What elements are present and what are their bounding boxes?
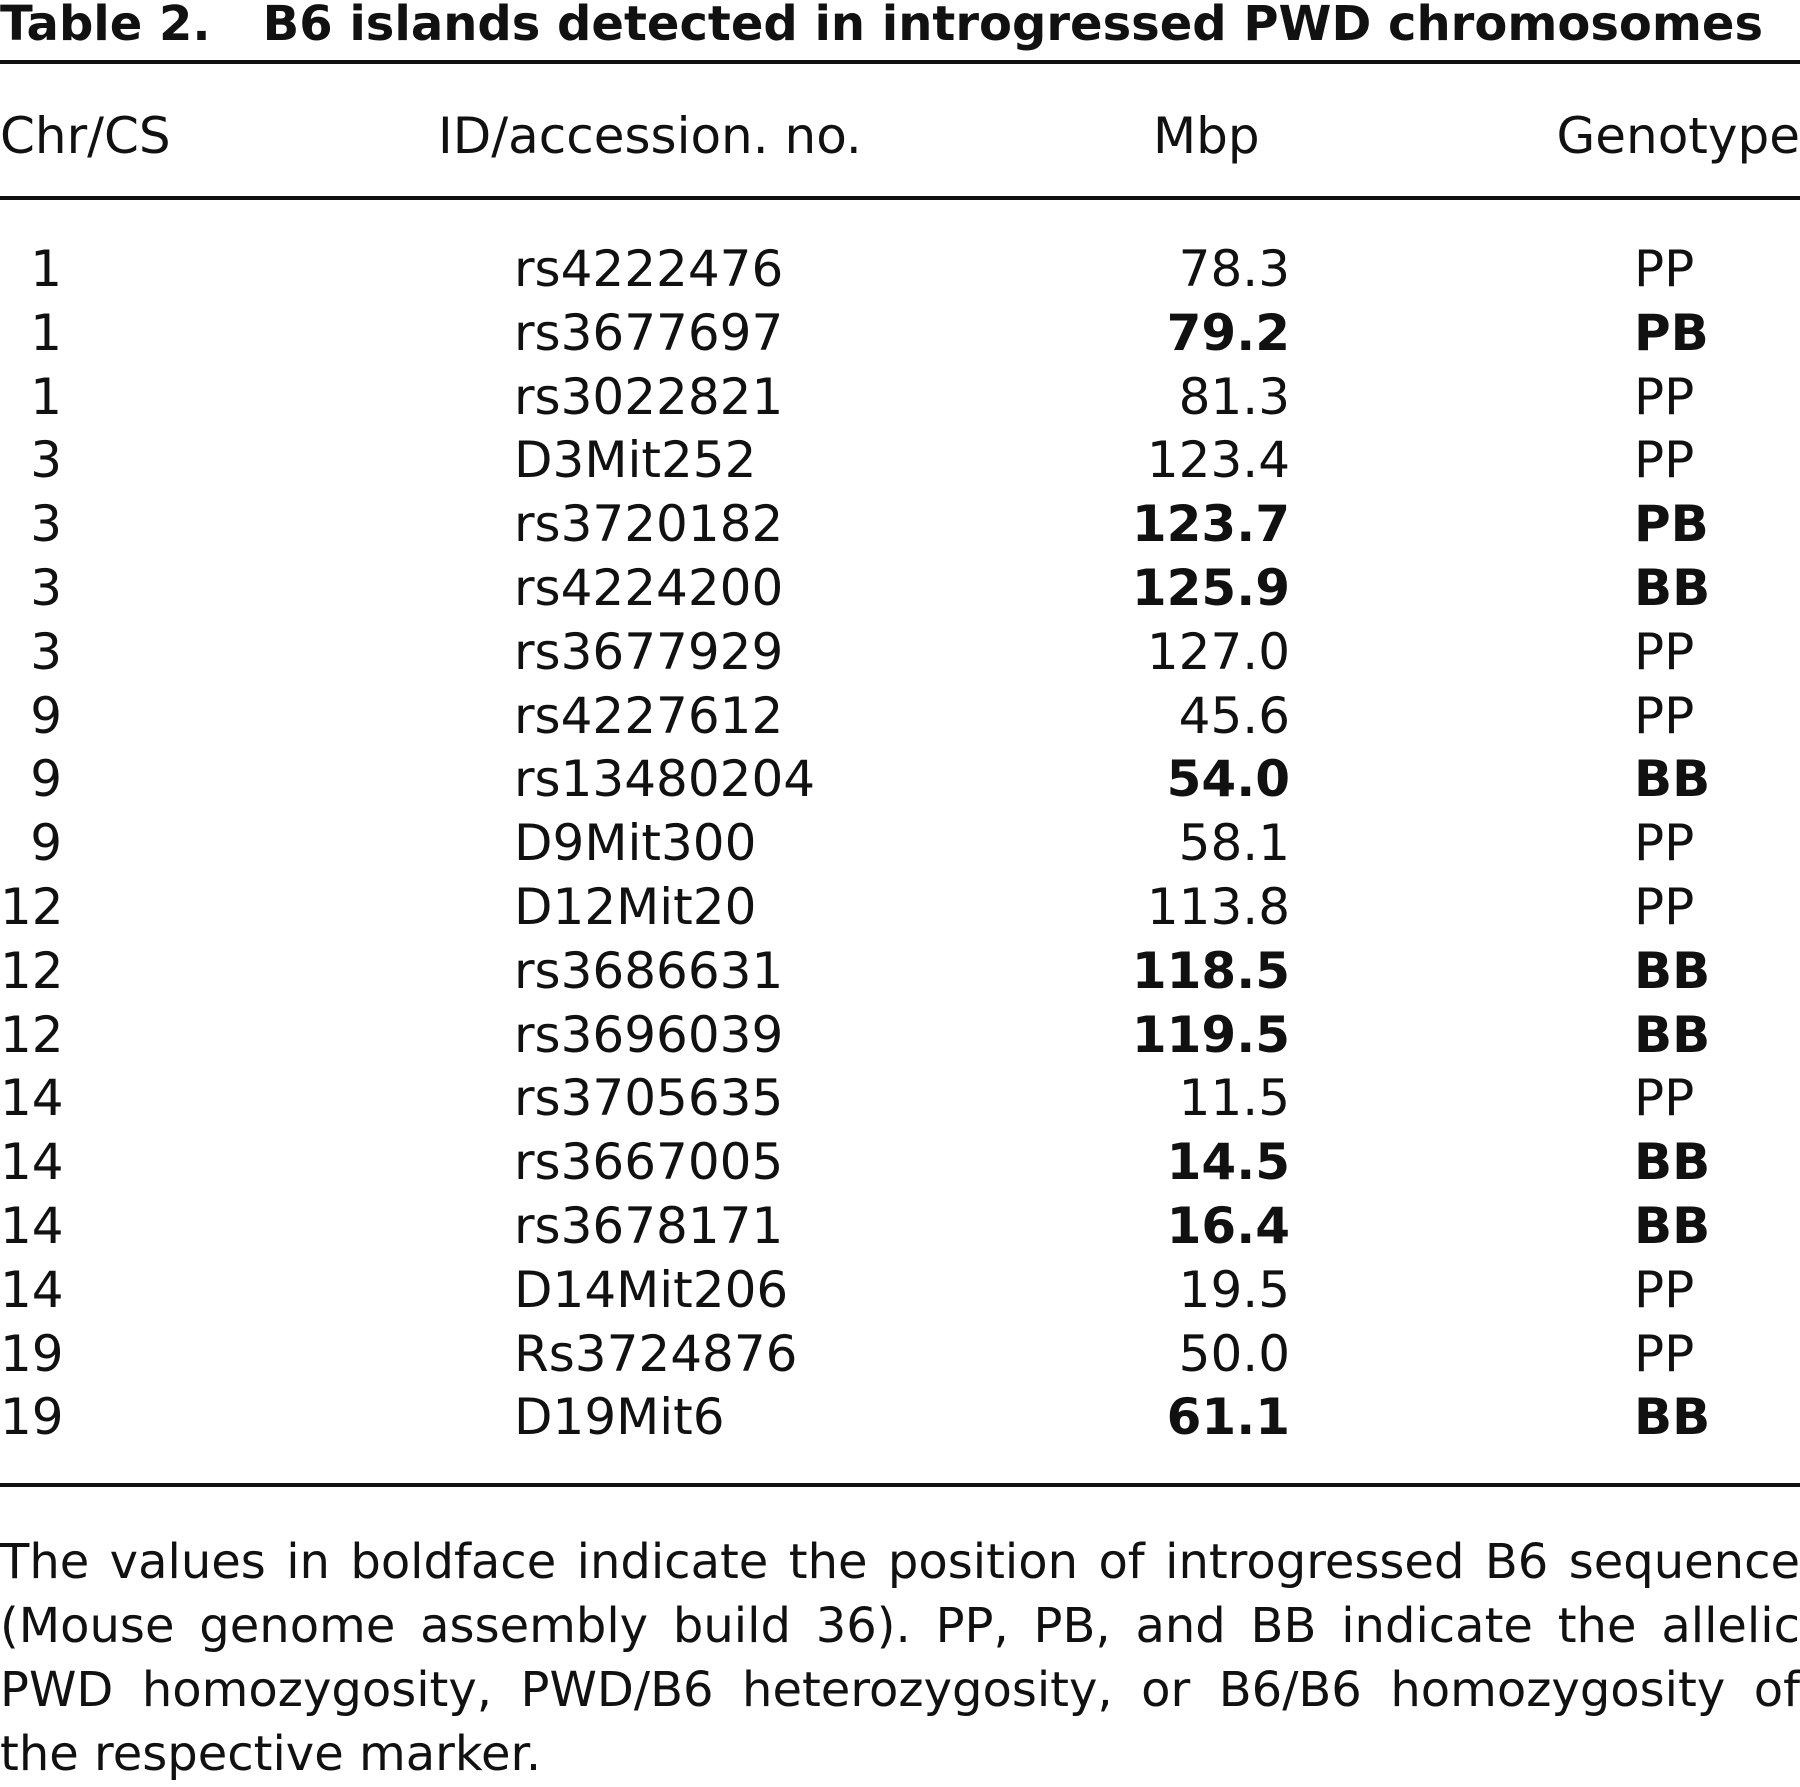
genotype-cell: BB: [1634, 1005, 1711, 1064]
table-row: [0, 1258, 1800, 1322]
mbp-cell: 58.1: [1178, 814, 1290, 873]
mbp-cell: 11.5: [1178, 1069, 1290, 1128]
chr-cell: 14: [0, 1196, 64, 1255]
bottom-rule: [0, 1483, 1800, 1487]
mbp-cell: 113.8: [1146, 877, 1290, 936]
chr-cell: 9: [30, 686, 62, 745]
genotype-cell: PB: [1634, 303, 1709, 362]
header-rule: [0, 196, 1800, 200]
id-cell: D19Mit6: [514, 1388, 725, 1447]
mbp-cell: 45.6: [1178, 686, 1290, 745]
table-row: [0, 684, 1800, 748]
chr-cell: 12: [0, 941, 64, 1000]
chr-cell: 12: [0, 1005, 64, 1064]
table-title: B6 islands detected in introgressed PWD chromosomes: [262, 0, 1764, 52]
table-row: [0, 747, 1800, 811]
genotype-cell: PP: [1634, 431, 1695, 490]
id-cell: rs4227612: [514, 686, 784, 745]
chr-cell: 1: [30, 240, 62, 298]
table-row: [0, 365, 1800, 429]
id-cell: rs3696039: [514, 1005, 784, 1064]
id-cell: Rs3724876: [514, 1324, 798, 1383]
mbp-cell: 61.1: [1166, 1388, 1290, 1447]
mbp-cell: 16.4: [1166, 1196, 1290, 1255]
mbp-cell: 19.5: [1178, 1260, 1290, 1319]
id-cell: rs3677929: [514, 622, 784, 681]
id-cell: rs3686631: [514, 941, 784, 1000]
genotype-cell: BB: [1634, 1196, 1711, 1255]
id-cell: D3Mit252: [514, 431, 757, 490]
chr-cell: 19: [0, 1324, 64, 1383]
table-row: [0, 1003, 1800, 1067]
table-row: [0, 428, 1800, 492]
table-label: Table 2.: [0, 0, 211, 52]
chr-cell: 3: [30, 622, 62, 681]
table-row: [0, 301, 1800, 365]
chr-cell: 3: [30, 431, 62, 490]
id-cell: rs3720182: [514, 495, 784, 554]
genotype-cell: BB: [1634, 558, 1711, 617]
genotype-cell: BB: [1634, 750, 1711, 809]
genotype-cell: BB: [1634, 1388, 1711, 1447]
genotype-cell: PP: [1634, 367, 1695, 426]
mbp-cell: 14.5: [1166, 1133, 1290, 1192]
id-cell: D14Mit206: [514, 1260, 789, 1319]
chr-cell: 12: [0, 877, 64, 936]
table-row: [0, 1322, 1800, 1386]
mbp-cell: 127.0: [1146, 622, 1290, 681]
header-id: ID/accession. no.: [438, 107, 862, 165]
chr-cell: 14: [0, 1260, 64, 1319]
id-cell: rs4222476: [514, 240, 784, 298]
table-row: [0, 492, 1800, 556]
top-rule: [0, 60, 1800, 64]
table-body: [0, 237, 1800, 1449]
genotype-cell: PP: [1634, 686, 1695, 745]
chr-cell: 9: [30, 814, 62, 873]
table-row: [0, 875, 1800, 939]
genotype-cell: PB: [1634, 495, 1709, 554]
chr-cell: 9: [30, 750, 62, 809]
id-cell: rs3022821: [514, 367, 784, 426]
table-row: [0, 939, 1800, 1003]
table-row: [0, 620, 1800, 684]
mbp-cell: 123.4: [1146, 431, 1290, 490]
genotype-cell: PP: [1634, 1260, 1695, 1319]
chr-cell: 3: [30, 558, 62, 617]
id-cell: rs3705635: [514, 1069, 784, 1128]
table-caption: [0, 0, 1764, 52]
mbp-cell: 79.2: [1166, 303, 1290, 362]
header-genotype: Genotype: [1556, 107, 1800, 165]
id-cell: rs3677697: [514, 303, 784, 362]
genotype-cell: PP: [1634, 814, 1695, 873]
chr-cell: 1: [30, 303, 62, 362]
genotype-cell: PP: [1634, 1324, 1695, 1383]
mbp-cell: 125.9: [1131, 558, 1290, 617]
chr-cell: 14: [0, 1069, 64, 1128]
table-row: [0, 556, 1800, 620]
genotype-cell: BB: [1634, 1133, 1711, 1192]
id-cell: rs3678171: [514, 1196, 784, 1255]
mbp-cell: 81.3: [1178, 367, 1290, 426]
genotype-cell: PP: [1634, 622, 1695, 681]
table-row: [0, 237, 1800, 301]
mbp-cell: 119.5: [1131, 1005, 1290, 1064]
mbp-cell: 50.0: [1178, 1324, 1290, 1383]
chr-cell: 19: [0, 1388, 64, 1447]
mbp-cell: 123.7: [1131, 495, 1290, 554]
id-cell: rs13480204: [514, 750, 816, 809]
genotype-cell: BB: [1634, 941, 1711, 1000]
genotype-cell: PP: [1634, 877, 1695, 936]
header-chr: Chr/CS: [0, 107, 171, 165]
id-cell: rs4224200: [514, 558, 784, 617]
table-row: [0, 1130, 1800, 1194]
id-cell: D12Mit20: [514, 877, 757, 936]
chr-cell: 14: [0, 1133, 64, 1192]
table-footnote: The values in boldface indicate the position of introgressed B6 sequence (Mouse genome assembly build 36). PP, PB, and BB indicate the allelic PWD homozygosity, PWD/B6 heterozygosity, or B6/B6 homozygosity of the respective marker.: [0, 1534, 1800, 1782]
mbp-cell: 118.5: [1131, 941, 1290, 1000]
table-row: [0, 1194, 1800, 1258]
mbp-cell: 78.3: [1178, 240, 1290, 298]
table-row: [0, 811, 1800, 875]
id-cell: D9Mit300: [514, 814, 757, 873]
id-cell: rs3667005: [514, 1133, 784, 1192]
mbp-cell: 54.0: [1166, 750, 1290, 809]
chr-cell: 3: [30, 495, 62, 554]
header-mbp: Mbp: [1153, 107, 1260, 165]
chr-cell: 1: [30, 367, 62, 426]
table-row: [0, 1066, 1800, 1130]
genotype-cell: PP: [1634, 1069, 1695, 1128]
genotype-cell: PP: [1634, 240, 1695, 298]
table-row: [0, 1385, 1800, 1449]
